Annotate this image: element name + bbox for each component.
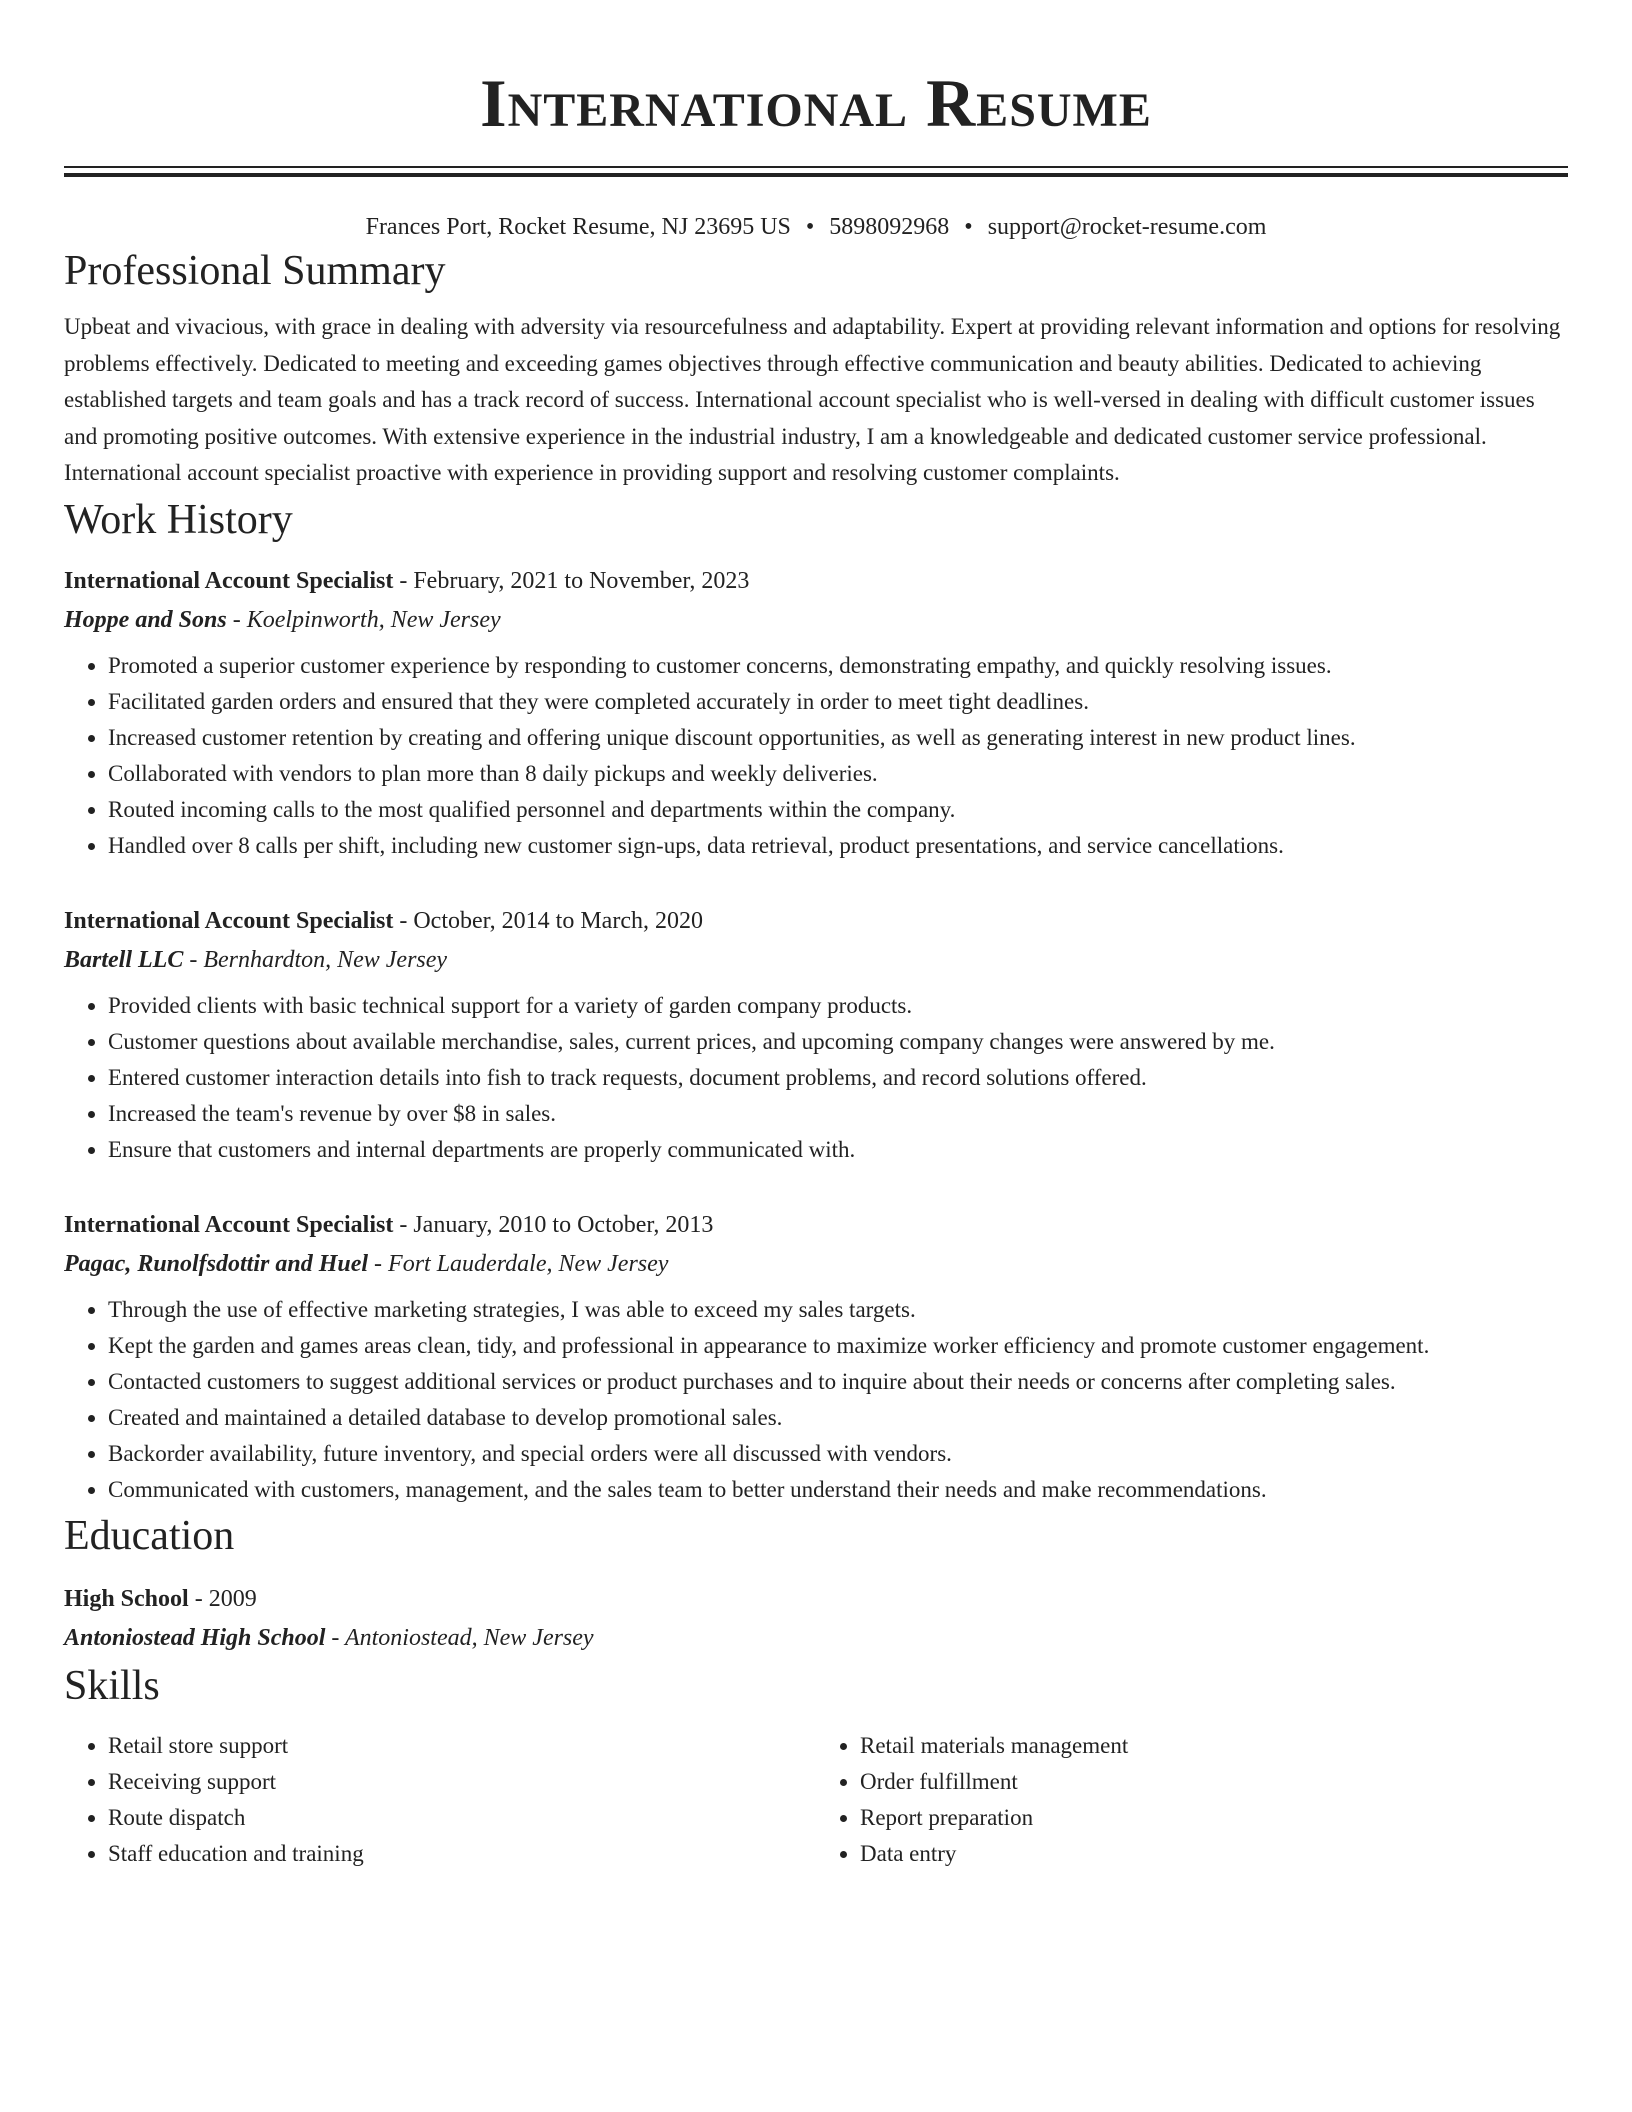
job-title-line bbox=[64, 562, 1568, 600]
job-bullets bbox=[64, 648, 1568, 864]
skill-item: • Retail materials management bbox=[860, 1728, 1568, 1764]
summary-text: Upbeat and vivacious, with grace in dealing with adversity via resourcefulness and adaptability. Expert at providing relevant information and options for resolving problems effectively. Dedicated to meeting and exceeding games objectives through effective communication and beauty abilities. Dedicated to achieving established targets and team goals and has a track record of success. International account specialist who is well-versed in dealing with difficult customer issues and promoting positive outcomes. With extensive experience in the industrial industry, I am a knowledgeable and dedicated customer service professional. International account specialist proactive with experience in providing support and resolving customer complaints. bbox=[64, 314, 1561, 485]
job-bullet: • Entered customer interaction details into fish to track requests, document problems, and record solutions offered. bbox=[108, 1060, 1568, 1096]
job-title: International Account Specialist bbox=[64, 567, 394, 594]
divider-thick bbox=[64, 173, 1568, 177]
degree-year: - 2009 bbox=[188, 1585, 257, 1612]
education-entry bbox=[64, 1580, 1568, 1658]
company-location: - Fort Lauderdale, New Jersey bbox=[368, 1250, 669, 1277]
job-entry bbox=[64, 902, 1568, 1168]
contact-address: Frances Port, Rocket Resume, NJ 23695 US bbox=[365, 214, 791, 240]
job-bullet: • Created and maintained a detailed database to develop promotional sales. bbox=[108, 1400, 1568, 1436]
school-line bbox=[64, 1618, 1568, 1658]
job-dates: - October, 2014 to March, 2020 bbox=[393, 907, 703, 934]
skill-item: • Receiving support bbox=[108, 1764, 816, 1800]
job-bullet: • Customer questions about available merchandise, sales, current prices, and upcoming company changes were answered by me. bbox=[108, 1024, 1568, 1060]
job-dates: - February, 2021 to November, 2023 bbox=[393, 567, 750, 594]
education-heading: Education bbox=[64, 1512, 235, 1559]
school-location: - Antoniostead, New Jersey bbox=[325, 1624, 594, 1651]
school-name: Antoniostead High School bbox=[64, 1624, 326, 1651]
company-location: - Koelpinworth, New Jersey bbox=[226, 606, 501, 633]
company-line bbox=[64, 600, 1568, 640]
job-bullet: • Contacted customers to suggest additional services or product purchases and to inquire about their needs or concerns after completing sales. bbox=[108, 1364, 1568, 1400]
skill-item: • Route dispatch bbox=[108, 1800, 816, 1836]
job-bullets bbox=[64, 988, 1568, 1168]
skills-heading: Skills bbox=[64, 1662, 160, 1709]
degree-name: High School bbox=[64, 1585, 189, 1612]
title-divider bbox=[64, 166, 1568, 177]
skills-column-right bbox=[816, 1728, 1568, 1872]
company-line bbox=[64, 1244, 1568, 1284]
degree-line bbox=[64, 1580, 1568, 1618]
contact-phone: 5898092968 bbox=[829, 214, 950, 240]
skill-item: • Order fulfillment bbox=[860, 1764, 1568, 1800]
company-name: Pagac, Runolfsdottir and Huel bbox=[64, 1250, 369, 1277]
separator-dot: • bbox=[964, 214, 973, 240]
summary-heading: Professional Summary bbox=[64, 248, 446, 294]
job-bullet: • Collaborated with vendors to plan more than 8 daily pickups and weekly deliveries. bbox=[108, 756, 1568, 792]
job-bullets bbox=[64, 1292, 1568, 1508]
company-line bbox=[64, 940, 1568, 980]
contact-line bbox=[64, 211, 1568, 243]
job-bullet: • Communicated with customers, management, and the sales team to better understand their needs and make recommendations. bbox=[108, 1472, 1568, 1508]
company-name: Hoppe and Sons bbox=[64, 606, 227, 633]
job-bullet: • Handled over 8 calls per shift, including new customer sign-ups, data retrieval, product presentations, and service cancellations. bbox=[108, 828, 1568, 864]
job-entry bbox=[64, 1206, 1568, 1508]
job-bullet: • Promoted a superior customer experience by responding to customer concerns, demonstrating empathy, and quickly resolving issues. bbox=[108, 648, 1568, 684]
skill-item: • Retail store support bbox=[108, 1728, 816, 1764]
job-bullet: • Ensure that customers and internal departments are properly communicated with. bbox=[108, 1132, 1568, 1168]
job-bullet: • Provided clients with basic technical support for a variety of garden company products. bbox=[108, 988, 1568, 1024]
job-bullet: • Kept the garden and games areas clean, tidy, and professional in appearance to maximize worker efficiency and promote customer engagement. bbox=[108, 1328, 1568, 1364]
skill-item: • Staff education and training bbox=[108, 1836, 816, 1872]
job-bullet: • Facilitated garden orders and ensured that they were completed accurately in order to meet tight deadlines. bbox=[108, 684, 1568, 720]
company-name: Bartell LLC bbox=[64, 946, 184, 973]
job-title-line bbox=[64, 1206, 1568, 1244]
skill-item: • Data entry bbox=[860, 1836, 1568, 1872]
resume-title: International Resume bbox=[480, 65, 1152, 141]
job-bullet: • Increased customer retention by creating and offering unique discount opportunities, as well as generating interest in new product lines. bbox=[108, 720, 1568, 756]
job-dates: - January, 2010 to October, 2013 bbox=[393, 1211, 714, 1238]
skills-list bbox=[64, 1728, 1568, 1872]
job-title: International Account Specialist bbox=[64, 907, 394, 934]
job-title-line bbox=[64, 902, 1568, 940]
job-bullet: • Through the use of effective marketing strategies, I was able to exceed my sales targets. bbox=[108, 1292, 1568, 1328]
job-bullet: • Routed incoming calls to the most qualified personnel and departments within the company. bbox=[108, 792, 1568, 828]
job-title: International Account Specialist bbox=[64, 1211, 394, 1238]
work-history-heading: Work History bbox=[64, 496, 293, 543]
company-location: - Bernhardton, New Jersey bbox=[183, 946, 448, 973]
contact-email: support@rocket-resume.com bbox=[987, 214, 1267, 240]
separator-dot: • bbox=[805, 214, 815, 240]
job-bullet: • Backorder availability, future inventory, and special orders were all discussed with vendors. bbox=[108, 1436, 1568, 1472]
divider-thin bbox=[64, 166, 1568, 168]
skills-column-left bbox=[64, 1728, 816, 1872]
job-bullet: • Increased the team's revenue by over $8 in sales. bbox=[108, 1096, 1568, 1132]
job-entry bbox=[64, 562, 1568, 864]
skill-item: • Report preparation bbox=[860, 1800, 1568, 1836]
